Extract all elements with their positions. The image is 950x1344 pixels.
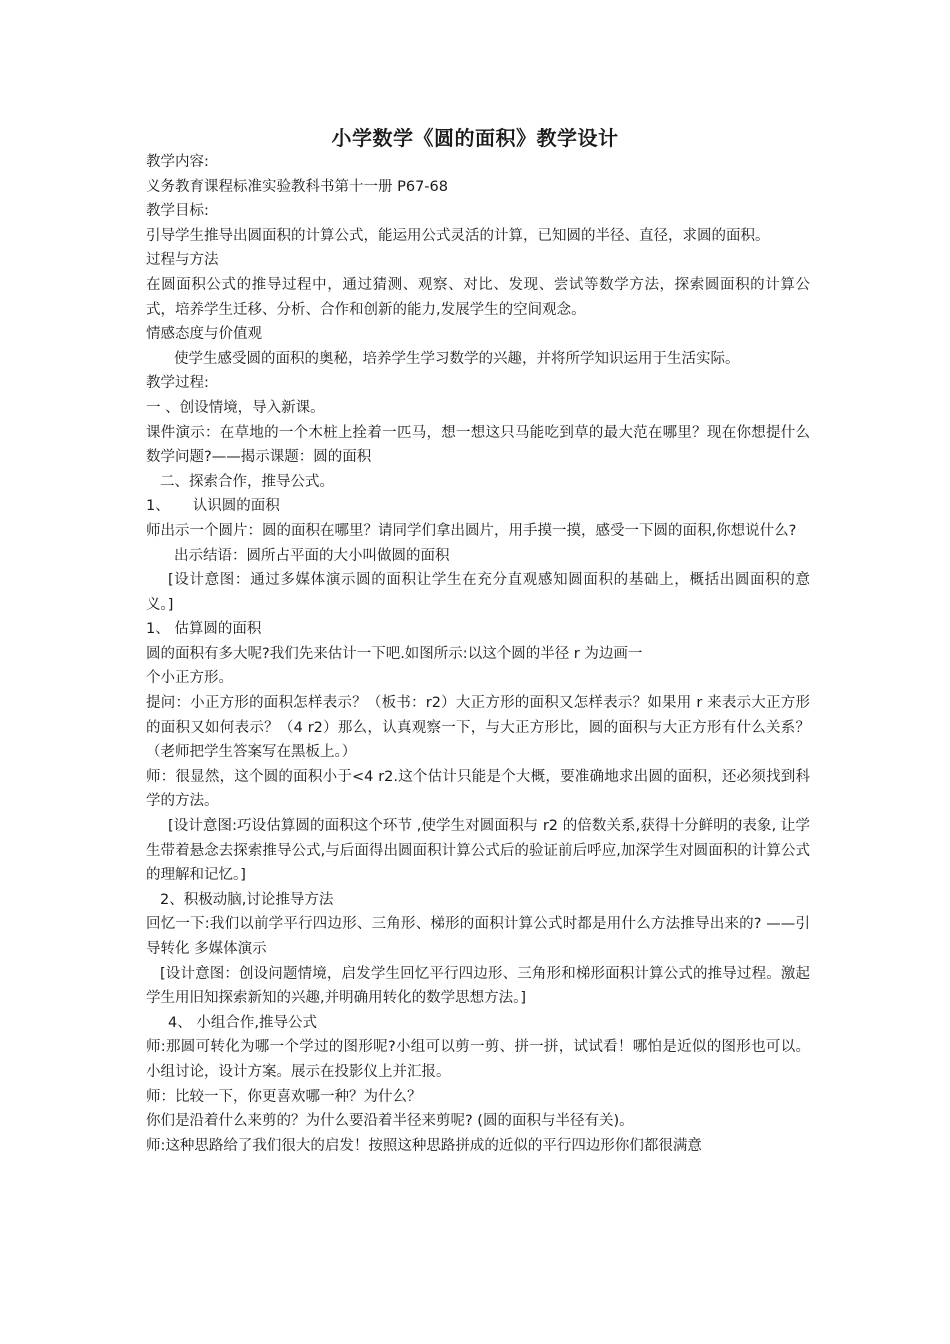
paragraph-inspiration: 师:这种思路给了我们很大的启发！按照这种思路拼成的近似的平行四边形你们都很满意 (146, 1137, 702, 1154)
paragraph-transform: 师:那圆可转化为哪一个学过的图形呢?小组可以剪一剪、拼一拼，试试看！哪怕是近似的图形也可以。小组讨论，设计方案。展示在投影仪上并汇报。 (146, 1039, 810, 1080)
paragraph-estimate-2: 个小正方形。 (146, 670, 233, 687)
paragraph-process-heading: 过程与方法 (146, 252, 219, 269)
paragraph-design-intent-1: [设计意图：通过多媒体演示圆的面积让学生在充分直观感知圆面积的基础上，概括出圆面积的意义。] (146, 572, 810, 613)
paragraph-teacher-obviously: 师：很显然，这个圆的面积小于<4 r2.这个估计只能是个大概，要准确地求出圆的面积，还必须找到科学的方法。 (146, 768, 810, 810)
paragraph-conclusion: 出示结语：圆所占平面的大小叫做圆的面积 (174, 547, 450, 564)
paragraph-show-disc: 师出示一个圆片：圆的面积在哪里？请同学们拿出圆片，用手摸一摸，感受一下圆的面积,你想说什么? (146, 522, 797, 539)
document-body (146, 150, 810, 1158)
paragraph-compare: 师：比较一下，你更喜欢哪一种？为什么？ (146, 1088, 422, 1105)
paragraph-know-area: 1、 认识圆的面积 (146, 498, 280, 515)
paragraph-step-two: 二、探索合作，推导公式。 (160, 473, 334, 490)
paragraph-question: 提问：小正方形的面积怎样表示？（板书：r2）大正方形的面积又怎样表示？如果用 r 来表示大正方形的面积又如何表示？（4 r2）那么，认真观察一下，与大正方形比，圆的面积与大正方形有什么关系？（老师把学生答案写在黑板上。） (146, 695, 810, 761)
paragraph-content-heading: 教学内容: (146, 154, 209, 170)
paragraph-attitude: 使学生感受圆的面积的奥秘，培养学生学习数学的兴趣，并将所学知识运用于生活实际。 (174, 350, 740, 367)
paragraph-goals-heading: 教学目标: (146, 203, 209, 220)
paragraph-design-intent-3: [设计意图：创设问题情境，启发学生回忆平行四边形、三角形和梯形面积计算公式的推导过程。激起学生用旧知探索新知的兴趣,并明确用转化的数学思想方法。] (146, 965, 810, 1007)
paragraph-design-intent-2: [设计意图:巧设估算圆的面积这个环节 ,使学生对圆面积与 r2 的倍数关系,获得十分鲜明的表象, 让学生带着悬念去探索推导公式,与后面得出圆面积计算公式后的验证前后呼应,加深学生对圆面积的计算公式的理解和记忆。] (146, 818, 810, 884)
paragraph-attitude-heading: 情感态度与价值观 (146, 326, 262, 343)
paragraph-courseware-demo: 课件演示：在草地的一个木桩上拴着一匹马，想一想这只马能吃到草的最大范在哪里？现在你想提什么数学问题?——揭示课题：圆的面积 (146, 424, 810, 466)
paragraph-cut-along: 你们是沿着什么来剪的？为什么要沿着半径来剪呢? (圆的面积与半径有关)。 (146, 1113, 634, 1130)
paragraph-goals: 引导学生推导出圆面积的计算公式，能运用公式灵活的计算，已知圆的半径、直径，求圆的面积。 (146, 227, 770, 244)
paragraph-process: 在圆面积公式的推导过程中，通过猜测、观察、对比、发现、尝试等数学方法，探索圆面积的计算公式，培养学生迁移、分析、合作和创新的能力,发展学生的空间观念。 (146, 276, 810, 318)
paragraph-estimate-1: 圆的面积有多大呢?我们先来估计一下吧.如图所示:以这个圆的半径 r 为边画一 (146, 645, 643, 662)
paragraph-teaching-process-heading: 教学过程: (146, 375, 209, 392)
paragraph-recall: 回忆一下:我们以前学平行四边形、三角形、梯形的面积计算公式时都是用什么方法推导出来的? ——引导转化 多媒体演示 (146, 916, 810, 957)
paragraph-textbook: 义务教育课程标准实验教科书第十一册 P67-68 (146, 178, 448, 195)
paragraph-step-one: 一 、创设情境，导入新课。 (146, 399, 325, 416)
document-title: 小学数学《圆的面积》教学设计 (331, 126, 619, 150)
paragraph-discuss-heading: 2、积极动脑,讨论推导方法 (160, 891, 334, 908)
paragraph-group-heading: 4、 小组合作,推导公式 (168, 1014, 317, 1031)
paragraph-estimate-heading: 1、 估算圆的面积 (146, 621, 262, 638)
